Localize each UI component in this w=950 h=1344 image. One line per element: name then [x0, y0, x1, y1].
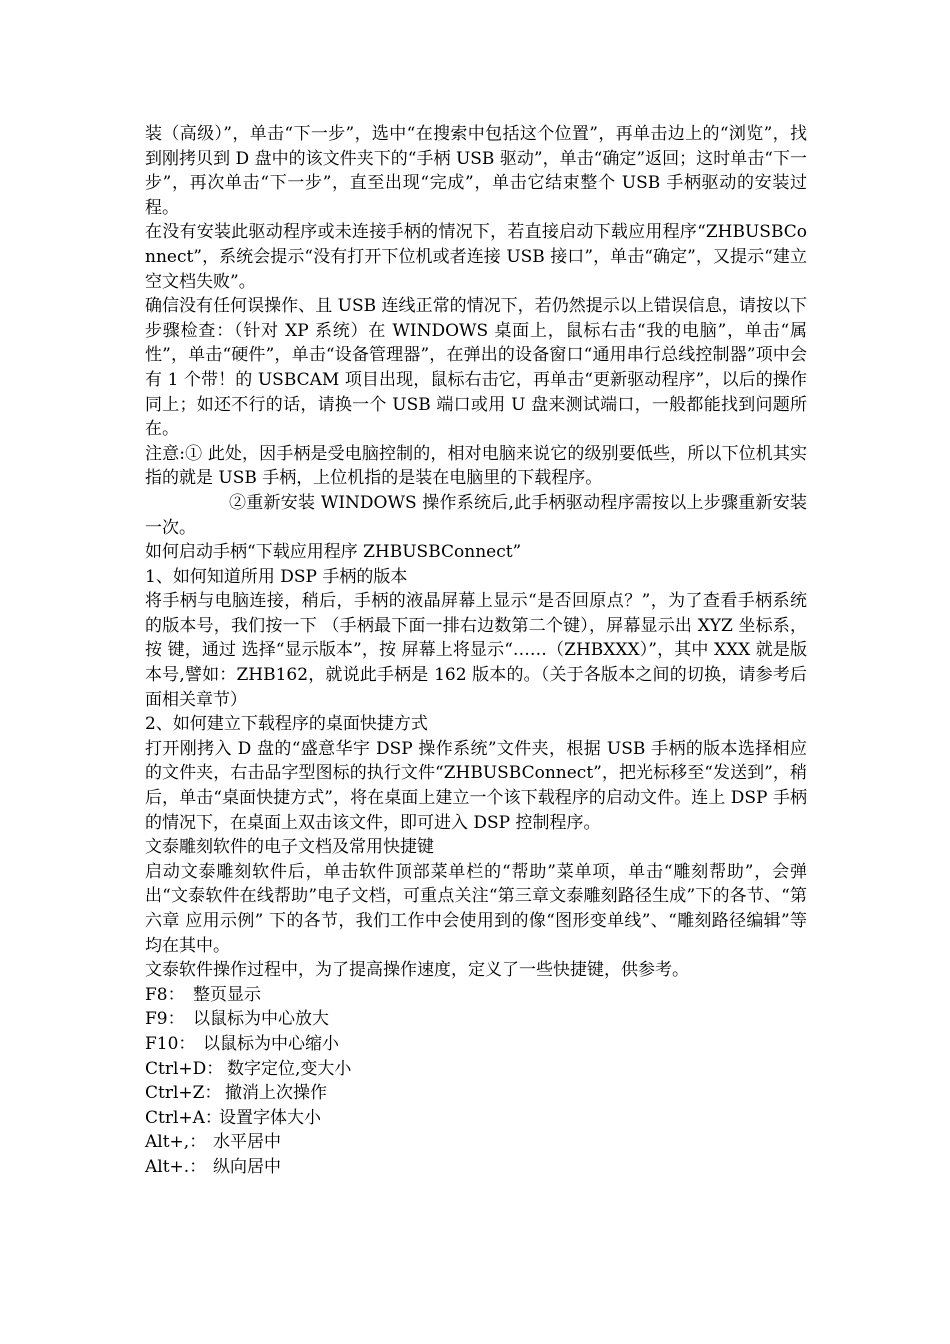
paragraph-desktop-shortcut: 打开刚拷入 D 盘的“盛意华宇 DSP 操作系统”文件夹，根据 USB 手柄的版本选择相应的文件夹，右击品字型图标的执行文件“ZHBUSBConnect”，把光标移至“发送到”，稍后，单击“桌面快捷方式”，将在桌面上建立一个该下载程序的启动文件。连上 DSP 手柄的情况下，在桌面上双击该文件，即可进入 DSP 控制程序。	[145, 738, 807, 833]
heading-wentai: 文泰雕刻软件的电子文档及常用快捷键	[145, 837, 434, 858]
shortcut-desc: 撤消上次操作	[225, 1083, 327, 1104]
shortcut-key: Ctrl+A：	[145, 1107, 222, 1128]
shortcut-key: Ctrl+Z：	[145, 1083, 222, 1104]
heading-desktop-shortcut: 2、如何建立下载程序的桌面快捷方式	[145, 714, 428, 735]
paragraph-wentai-help: 启动文泰雕刻软件后，单击软件顶部菜单栏的“帮助”菜单项，单击“雕刻帮助”，会弹出“文泰软件在线帮助”电子文档，可重点关注“第三章文泰雕刻路径生成”下的各节、“第六章 应用示例” 下的各节，我们工作中会使用到的像“图形变单线”、“雕刻路径编辑”等均在其中。	[145, 861, 807, 956]
shortcut-key: Ctrl+D：	[145, 1058, 224, 1079]
shortcut-item	[145, 1155, 807, 1180]
shortcut-desc: 整页显示	[193, 984, 261, 1005]
shortcut-desc: 以鼠标为中心缩小	[203, 1033, 339, 1054]
shortcut-item	[145, 1106, 807, 1131]
shortcut-item	[145, 1081, 807, 1106]
shortcut-key: Alt+.：	[145, 1156, 207, 1177]
shortcut-item	[145, 1007, 807, 1032]
paragraph-no-driver: 在没有安装此驱动程序或未连接手柄的情况下，若直接启动下载应用程序“ZHBUSBConnect”，系统会提示“没有打开下位机或者连接 USB 接口”，单击“确定”，又提示“建立空文档失败”。	[145, 222, 807, 292]
paragraph-troubleshoot: 确信没有任何误操作、且 USB 连线正常的情况下，若仍然提示以上错误信息，请按以下步骤检查：（针对 XP 系统）在 WINDOWS 桌面上，鼠标右击“我的电脑”，单击“属性”，单击“硬件”，单击“设备管理器”，在弹出的设备窗口“通用串行总线控制器”项中会有 1 个带！的 USBCAM 项目出现，鼠标右击它，再单击“更新驱动程序”，以后的操作同上；如还不行的话，请换一个 USB 端口或用 U 盘来测试端口，一般都能找到问题所在。	[145, 296, 807, 440]
shortcut-list	[145, 983, 807, 1180]
shortcut-desc: 以鼠标为中心放大	[193, 1009, 329, 1030]
shortcut-desc: 设置字体大小	[219, 1107, 321, 1128]
paragraph-note-1: 注意:① 此处，因手柄是受电脑控制的，相对电脑来说它的级别要低些，所以下位机其实指的就是 USB 手柄，上位机指的是装在电脑里的下载程序。	[145, 443, 807, 489]
shortcut-key: Alt+,：	[145, 1132, 207, 1153]
paragraph-driver-install: 装（高级）”，单击“下一步”，选中“在搜索中包括这个位置”，再单击边上的“浏览”，找到刚拷贝到 D 盘中的该文件夹下的“手柄 USB 驱动”，单击“确定”返回；这时单击“下一步”，再次单击“下一步”，直至出现“完成”，单击它结束整个 USB 手柄驱动的安装过程。	[145, 124, 807, 218]
shortcut-desc: 数字定位,变大小	[227, 1058, 352, 1079]
shortcut-desc: 水平居中	[213, 1132, 281, 1153]
paragraph-shortcut-intro: 文泰软件操作过程中，为了提高操作速度，定义了一些快捷键，供参考。	[145, 960, 689, 981]
shortcut-key: F10：	[145, 1033, 196, 1054]
heading-version: 1、如何知道所用 DSP 手柄的版本	[145, 566, 408, 587]
shortcut-item	[145, 1032, 807, 1057]
heading-start-app: 如何启动手柄“下载应用程序 ZHBUSBConnect”	[145, 542, 522, 563]
shortcut-key: F8：	[145, 984, 185, 1005]
shortcut-item	[145, 1057, 807, 1082]
shortcut-item	[145, 1130, 807, 1155]
paragraph-note-2: ②重新安装 WINDOWS 操作系统后,此手柄驱动程序需按以上步骤重新安装一次。	[145, 492, 807, 538]
shortcut-desc: 纵向居中	[213, 1156, 281, 1177]
document-page	[145, 122, 807, 1180]
paragraph-version: 将手柄与电脑连接，稍后，手柄的液晶屏幕上显示“是否回原点？”，为了查看手柄系统的版本号，我们按一下 （手柄最下面一排右边数第二个键），屏幕显示出 XYZ 坐标系，按 键，通过 选择“显示版本”，按 屏幕上将显示“……（ZHBXXX）”，其中 XXX 就是版本号,譬如：ZHB162，就说此手柄是 162 版本的。（关于各版本之间的切换，请参考后面相关章节）	[145, 591, 807, 710]
shortcut-key: F9：	[145, 1009, 185, 1030]
shortcut-item	[145, 983, 807, 1008]
